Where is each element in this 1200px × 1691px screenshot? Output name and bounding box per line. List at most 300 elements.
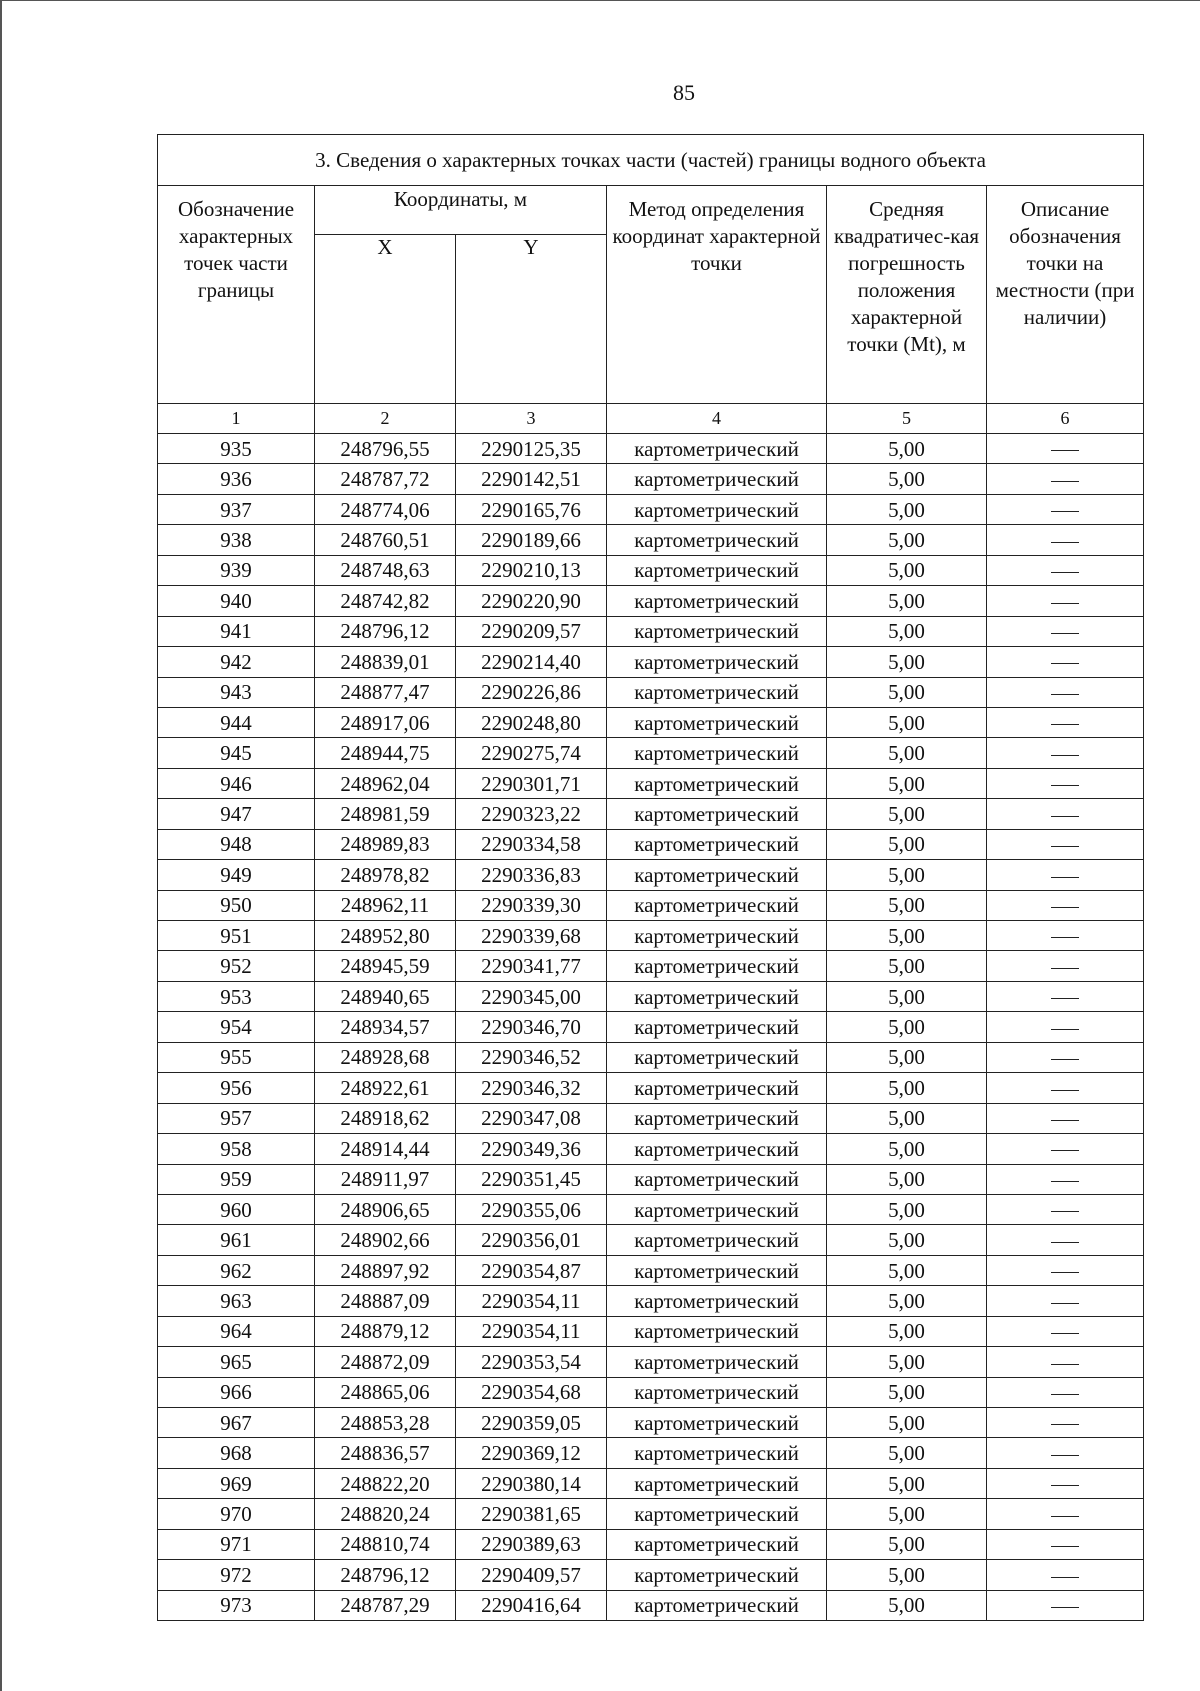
- dash-mark: [1051, 968, 1079, 969]
- point-designation: 953: [158, 981, 315, 1011]
- dash-mark: [1051, 1455, 1079, 1456]
- method: картометрический: [607, 799, 827, 829]
- description-cell: [987, 616, 1144, 646]
- description-cell: [987, 555, 1144, 585]
- description-cell: [987, 768, 1144, 798]
- coord-y: 2290345,00: [456, 981, 607, 1011]
- description-cell: [987, 1468, 1144, 1498]
- method: картометрический: [607, 1012, 827, 1042]
- coord-x: 248760,51: [315, 525, 456, 555]
- coord-y: 2290214,40: [456, 647, 607, 677]
- method: картометрический: [607, 860, 827, 890]
- coord-x: 248918,62: [315, 1103, 456, 1133]
- column-number: 1: [158, 404, 315, 434]
- description-cell: [987, 464, 1144, 494]
- coord-y: 2290389,63: [456, 1529, 607, 1559]
- point-designation: 964: [158, 1316, 315, 1346]
- coord-y: 2290339,68: [456, 921, 607, 951]
- point-designation: 968: [158, 1438, 315, 1468]
- description-cell: [987, 1225, 1144, 1255]
- coord-x: 248928,68: [315, 1042, 456, 1072]
- point-designation: 965: [158, 1347, 315, 1377]
- description-cell: [987, 1255, 1144, 1285]
- error: 5,00: [827, 1468, 987, 1498]
- error: 5,00: [827, 1103, 987, 1133]
- coord-y: 2290380,14: [456, 1468, 607, 1498]
- table-row: [158, 494, 1144, 524]
- point-designation: 966: [158, 1377, 315, 1407]
- point-designation: 944: [158, 707, 315, 737]
- table-row: [158, 707, 1144, 737]
- coord-y: 2290359,05: [456, 1408, 607, 1438]
- table-row: [158, 829, 1144, 859]
- description-cell: [987, 1499, 1144, 1529]
- point-designation: 972: [158, 1560, 315, 1590]
- dash-mark: [1051, 1059, 1079, 1060]
- method: картометрический: [607, 1316, 827, 1346]
- dash-mark: [1051, 846, 1079, 847]
- error: 5,00: [827, 616, 987, 646]
- dash-mark: [1051, 1090, 1079, 1091]
- coord-y: 2290346,32: [456, 1073, 607, 1103]
- table-row: [158, 464, 1144, 494]
- coord-x: 248748,63: [315, 555, 456, 585]
- error: 5,00: [827, 738, 987, 768]
- point-designation: 937: [158, 494, 315, 524]
- coord-x: 248822,20: [315, 1468, 456, 1498]
- method: картометрический: [607, 1255, 827, 1285]
- method: картометрический: [607, 1194, 827, 1224]
- error: 5,00: [827, 1560, 987, 1590]
- description-cell: [987, 1560, 1144, 1590]
- table-row: [158, 1164, 1144, 1194]
- description-cell: [987, 1529, 1144, 1559]
- description-cell: [987, 707, 1144, 737]
- coord-x: 248796,12: [315, 616, 456, 646]
- column-numbers-row: [158, 404, 1144, 434]
- description-cell: [987, 1377, 1144, 1407]
- description-cell: [987, 1316, 1144, 1346]
- dash-mark: [1051, 481, 1079, 482]
- table-row: [158, 1073, 1144, 1103]
- point-designation: 961: [158, 1225, 315, 1255]
- dash-mark: [1051, 816, 1079, 817]
- coord-x: 248917,06: [315, 707, 456, 737]
- method: картометрический: [607, 1499, 827, 1529]
- coord-y: 2290125,35: [456, 434, 607, 464]
- error: 5,00: [827, 525, 987, 555]
- description-cell: [987, 951, 1144, 981]
- error: 5,00: [827, 1347, 987, 1377]
- description-cell: [987, 647, 1144, 677]
- dash-mark: [1051, 1303, 1079, 1304]
- coord-y: 2290416,64: [456, 1590, 607, 1620]
- method: картометрический: [607, 829, 827, 859]
- coord-y: 2290369,12: [456, 1438, 607, 1468]
- dash-mark: [1051, 998, 1079, 999]
- coord-x: 248879,12: [315, 1316, 456, 1346]
- coord-y: 2290323,22: [456, 799, 607, 829]
- coord-y: 2290409,57: [456, 1560, 607, 1590]
- coord-x: 248865,06: [315, 1377, 456, 1407]
- table-row: [158, 1012, 1144, 1042]
- method: картометрический: [607, 921, 827, 951]
- dash-mark: [1051, 572, 1079, 573]
- dash-mark: [1051, 1211, 1079, 1212]
- coord-x: 248944,75: [315, 738, 456, 768]
- coord-x: 248978,82: [315, 860, 456, 890]
- table-row: [158, 1408, 1144, 1438]
- coord-x: 248839,01: [315, 647, 456, 677]
- table-row: [158, 1255, 1144, 1285]
- error: 5,00: [827, 494, 987, 524]
- dash-mark: [1051, 877, 1079, 878]
- method: картометрический: [607, 890, 827, 920]
- description-cell: [987, 1194, 1144, 1224]
- point-designation: 935: [158, 434, 315, 464]
- dash-mark: [1051, 1485, 1079, 1486]
- coord-y: 2290339,30: [456, 890, 607, 920]
- coord-y: 2290346,70: [456, 1012, 607, 1042]
- coord-y: 2290189,66: [456, 525, 607, 555]
- coord-y: 2290351,45: [456, 1164, 607, 1194]
- error: 5,00: [827, 921, 987, 951]
- table-row: [158, 1560, 1144, 1590]
- header-description: Описание обозначения точки на местности (при наличии): [987, 186, 1144, 404]
- coord-y: 2290341,77: [456, 951, 607, 981]
- column-number: 5: [827, 404, 987, 434]
- table-row: [158, 890, 1144, 920]
- method: картометрический: [607, 738, 827, 768]
- coord-y: 2290220,90: [456, 586, 607, 616]
- coord-x: 248774,06: [315, 494, 456, 524]
- dash-mark: [1051, 1546, 1079, 1547]
- coord-y: 2290346,52: [456, 1042, 607, 1072]
- dash-mark: [1051, 694, 1079, 695]
- dash-mark: [1051, 511, 1079, 512]
- error: 5,00: [827, 1377, 987, 1407]
- header-method: Метод определения координат характерной точки: [607, 186, 827, 404]
- error: 5,00: [827, 677, 987, 707]
- coord-x: 248787,72: [315, 464, 456, 494]
- method: картометрический: [607, 647, 827, 677]
- error: 5,00: [827, 1012, 987, 1042]
- point-designation: 943: [158, 677, 315, 707]
- method: картометрический: [607, 1103, 827, 1133]
- table-row: [158, 1225, 1144, 1255]
- dash-mark: [1051, 755, 1079, 756]
- dash-mark: [1051, 1333, 1079, 1334]
- coord-y: 2290349,36: [456, 1134, 607, 1164]
- table-row: [158, 981, 1144, 1011]
- dash-mark: [1051, 603, 1079, 604]
- description-cell: [987, 799, 1144, 829]
- method: картометрический: [607, 525, 827, 555]
- table-row: [158, 921, 1144, 951]
- point-designation: 947: [158, 799, 315, 829]
- point-designation: 957: [158, 1103, 315, 1133]
- error: 5,00: [827, 555, 987, 585]
- error: 5,00: [827, 1134, 987, 1164]
- dash-mark: [1051, 785, 1079, 786]
- coord-y: 2290336,83: [456, 860, 607, 890]
- coord-y: 2290353,54: [456, 1347, 607, 1377]
- column-number: 2: [315, 404, 456, 434]
- coord-x: 248742,82: [315, 586, 456, 616]
- coord-y: 2290301,71: [456, 768, 607, 798]
- coord-y: 2290356,01: [456, 1225, 607, 1255]
- point-designation: 963: [158, 1286, 315, 1316]
- point-designation: 971: [158, 1529, 315, 1559]
- description-cell: [987, 829, 1144, 859]
- table-row: [158, 1286, 1144, 1316]
- table-row: [158, 1529, 1144, 1559]
- point-designation: 939: [158, 555, 315, 585]
- table-row: [158, 768, 1144, 798]
- coord-x: 248962,11: [315, 890, 456, 920]
- method: картометрический: [607, 1347, 827, 1377]
- table-row: [158, 1590, 1144, 1620]
- point-designation: 973: [158, 1590, 315, 1620]
- error: 5,00: [827, 707, 987, 737]
- coord-x: 248922,61: [315, 1073, 456, 1103]
- error: 5,00: [827, 951, 987, 981]
- description-cell: [987, 1408, 1144, 1438]
- point-designation: 942: [158, 647, 315, 677]
- coord-y: 2290347,08: [456, 1103, 607, 1133]
- error: 5,00: [827, 1194, 987, 1224]
- point-designation: 940: [158, 586, 315, 616]
- description-cell: [987, 494, 1144, 524]
- coord-y: 2290142,51: [456, 464, 607, 494]
- page-number: 85: [673, 80, 695, 105]
- table-row: [158, 616, 1144, 646]
- method: картометрический: [607, 951, 827, 981]
- point-designation: 969: [158, 1468, 315, 1498]
- error: 5,00: [827, 1316, 987, 1346]
- method: картометрический: [607, 677, 827, 707]
- method: картометрический: [607, 981, 827, 1011]
- scan-edge-top: [0, 0, 1200, 1]
- method: картометрический: [607, 1134, 827, 1164]
- method: картометрический: [607, 1438, 827, 1468]
- method: картометрический: [607, 434, 827, 464]
- coord-y: 2290354,11: [456, 1286, 607, 1316]
- coord-x: 248906,65: [315, 1194, 456, 1224]
- point-designation: 936: [158, 464, 315, 494]
- description-cell: [987, 677, 1144, 707]
- coord-x: 248872,09: [315, 1347, 456, 1377]
- dash-mark: [1051, 1577, 1079, 1578]
- method: картометрический: [607, 768, 827, 798]
- error: 5,00: [827, 829, 987, 859]
- table-row: [158, 1468, 1144, 1498]
- description-cell: [987, 981, 1144, 1011]
- dash-mark: [1051, 907, 1079, 908]
- error: 5,00: [827, 1590, 987, 1620]
- header-x: X: [315, 235, 456, 404]
- point-designation: 948: [158, 829, 315, 859]
- point-designation: 962: [158, 1255, 315, 1285]
- method: картометрический: [607, 1560, 827, 1590]
- description-cell: [987, 1073, 1144, 1103]
- coord-y: 2290354,11: [456, 1316, 607, 1346]
- coord-x: 248945,59: [315, 951, 456, 981]
- coord-y: 2290381,65: [456, 1499, 607, 1529]
- error: 5,00: [827, 1529, 987, 1559]
- point-designation: 958: [158, 1134, 315, 1164]
- dash-mark: [1051, 1181, 1079, 1182]
- method: картометрический: [607, 586, 827, 616]
- error: 5,00: [827, 1225, 987, 1255]
- dash-mark: [1051, 450, 1079, 451]
- error: 5,00: [827, 1408, 987, 1438]
- point-designation: 967: [158, 1408, 315, 1438]
- table-row: [158, 434, 1144, 464]
- error: 5,00: [827, 464, 987, 494]
- coord-x: 248787,29: [315, 1590, 456, 1620]
- table-row: [158, 647, 1144, 677]
- method: картометрический: [607, 464, 827, 494]
- coord-x: 248989,83: [315, 829, 456, 859]
- coord-y: 2290226,86: [456, 677, 607, 707]
- boundary-points-table: [157, 134, 1144, 1621]
- description-cell: [987, 738, 1144, 768]
- method: картометрический: [607, 1408, 827, 1438]
- description-cell: [987, 1134, 1144, 1164]
- coord-x: 248877,47: [315, 677, 456, 707]
- table-row: [158, 1316, 1144, 1346]
- coord-x: 248887,09: [315, 1286, 456, 1316]
- dash-mark: [1051, 542, 1079, 543]
- dash-mark: [1051, 1516, 1079, 1517]
- section-title: 3. Сведения о характерных точках части (частей) границы водного объекта: [158, 135, 1144, 186]
- dash-mark: [1051, 1424, 1079, 1425]
- error: 5,00: [827, 890, 987, 920]
- coord-x: 248853,28: [315, 1408, 456, 1438]
- coord-y: 2290275,74: [456, 738, 607, 768]
- table-row: [158, 1194, 1144, 1224]
- table-body: [158, 434, 1144, 1621]
- description-cell: [987, 1347, 1144, 1377]
- table-row: [158, 1377, 1144, 1407]
- dash-mark: [1051, 1394, 1079, 1395]
- method: картометрический: [607, 1073, 827, 1103]
- coord-x: 248836,57: [315, 1438, 456, 1468]
- method: картометрический: [607, 616, 827, 646]
- method: картометрический: [607, 1225, 827, 1255]
- error: 5,00: [827, 1042, 987, 1072]
- table-row: [158, 799, 1144, 829]
- description-cell: [987, 1012, 1144, 1042]
- description-cell: [987, 890, 1144, 920]
- dash-mark: [1051, 724, 1079, 725]
- description-cell: [987, 1042, 1144, 1072]
- column-number: 6: [987, 404, 1144, 434]
- error: 5,00: [827, 1255, 987, 1285]
- description-cell: [987, 1286, 1144, 1316]
- table-row: [158, 1042, 1144, 1072]
- error: 5,00: [827, 1499, 987, 1529]
- coord-x: 248796,12: [315, 1560, 456, 1590]
- table-row: [158, 555, 1144, 585]
- coord-x: 248934,57: [315, 1012, 456, 1042]
- description-cell: [987, 434, 1144, 464]
- error: 5,00: [827, 981, 987, 1011]
- column-number: 3: [456, 404, 607, 434]
- coord-y: 2290354,68: [456, 1377, 607, 1407]
- method: картометрический: [607, 1286, 827, 1316]
- description-cell: [987, 586, 1144, 616]
- method: картометрический: [607, 494, 827, 524]
- dash-mark: [1051, 1607, 1079, 1608]
- description-cell: [987, 860, 1144, 890]
- error: 5,00: [827, 586, 987, 616]
- dash-mark: [1051, 1120, 1079, 1121]
- header-coordinates: Координаты, м: [315, 186, 607, 235]
- point-designation: 941: [158, 616, 315, 646]
- point-designation: 955: [158, 1042, 315, 1072]
- table-row: [158, 738, 1144, 768]
- error: 5,00: [827, 1286, 987, 1316]
- table-row: [158, 1347, 1144, 1377]
- coord-x: 248962,04: [315, 768, 456, 798]
- error: 5,00: [827, 799, 987, 829]
- error: 5,00: [827, 1073, 987, 1103]
- table-row: [158, 1438, 1144, 1468]
- header-y: Y: [456, 235, 607, 404]
- description-cell: [987, 1103, 1144, 1133]
- table-row: [158, 677, 1144, 707]
- point-designation: 954: [158, 1012, 315, 1042]
- method: картометрический: [607, 1164, 827, 1194]
- coord-x: 248897,92: [315, 1255, 456, 1285]
- point-designation: 945: [158, 738, 315, 768]
- table-row: [158, 951, 1144, 981]
- coord-x: 248911,97: [315, 1164, 456, 1194]
- description-cell: [987, 1590, 1144, 1620]
- error: 5,00: [827, 434, 987, 464]
- coord-x: 248981,59: [315, 799, 456, 829]
- error: 5,00: [827, 860, 987, 890]
- method: картометрический: [607, 1042, 827, 1072]
- method: картометрический: [607, 1377, 827, 1407]
- point-designation: 960: [158, 1194, 315, 1224]
- coord-y: 2290334,58: [456, 829, 607, 859]
- method: картометрический: [607, 1590, 827, 1620]
- dash-mark: [1051, 1150, 1079, 1151]
- description-cell: [987, 525, 1144, 555]
- table-row: [158, 1103, 1144, 1133]
- method: картометрический: [607, 707, 827, 737]
- coord-x: 248810,74: [315, 1529, 456, 1559]
- error: 5,00: [827, 1164, 987, 1194]
- dash-mark: [1051, 1029, 1079, 1030]
- dash-mark: [1051, 663, 1079, 664]
- column-number: 4: [607, 404, 827, 434]
- error: 5,00: [827, 1438, 987, 1468]
- table-row: [158, 586, 1144, 616]
- description-cell: [987, 921, 1144, 951]
- description-cell: [987, 1164, 1144, 1194]
- table-row: [158, 1499, 1144, 1529]
- coord-x: 248952,80: [315, 921, 456, 951]
- point-designation: 959: [158, 1164, 315, 1194]
- coord-x: 248914,44: [315, 1134, 456, 1164]
- dash-mark: [1051, 937, 1079, 938]
- table-row: [158, 525, 1144, 555]
- point-designation: 938: [158, 525, 315, 555]
